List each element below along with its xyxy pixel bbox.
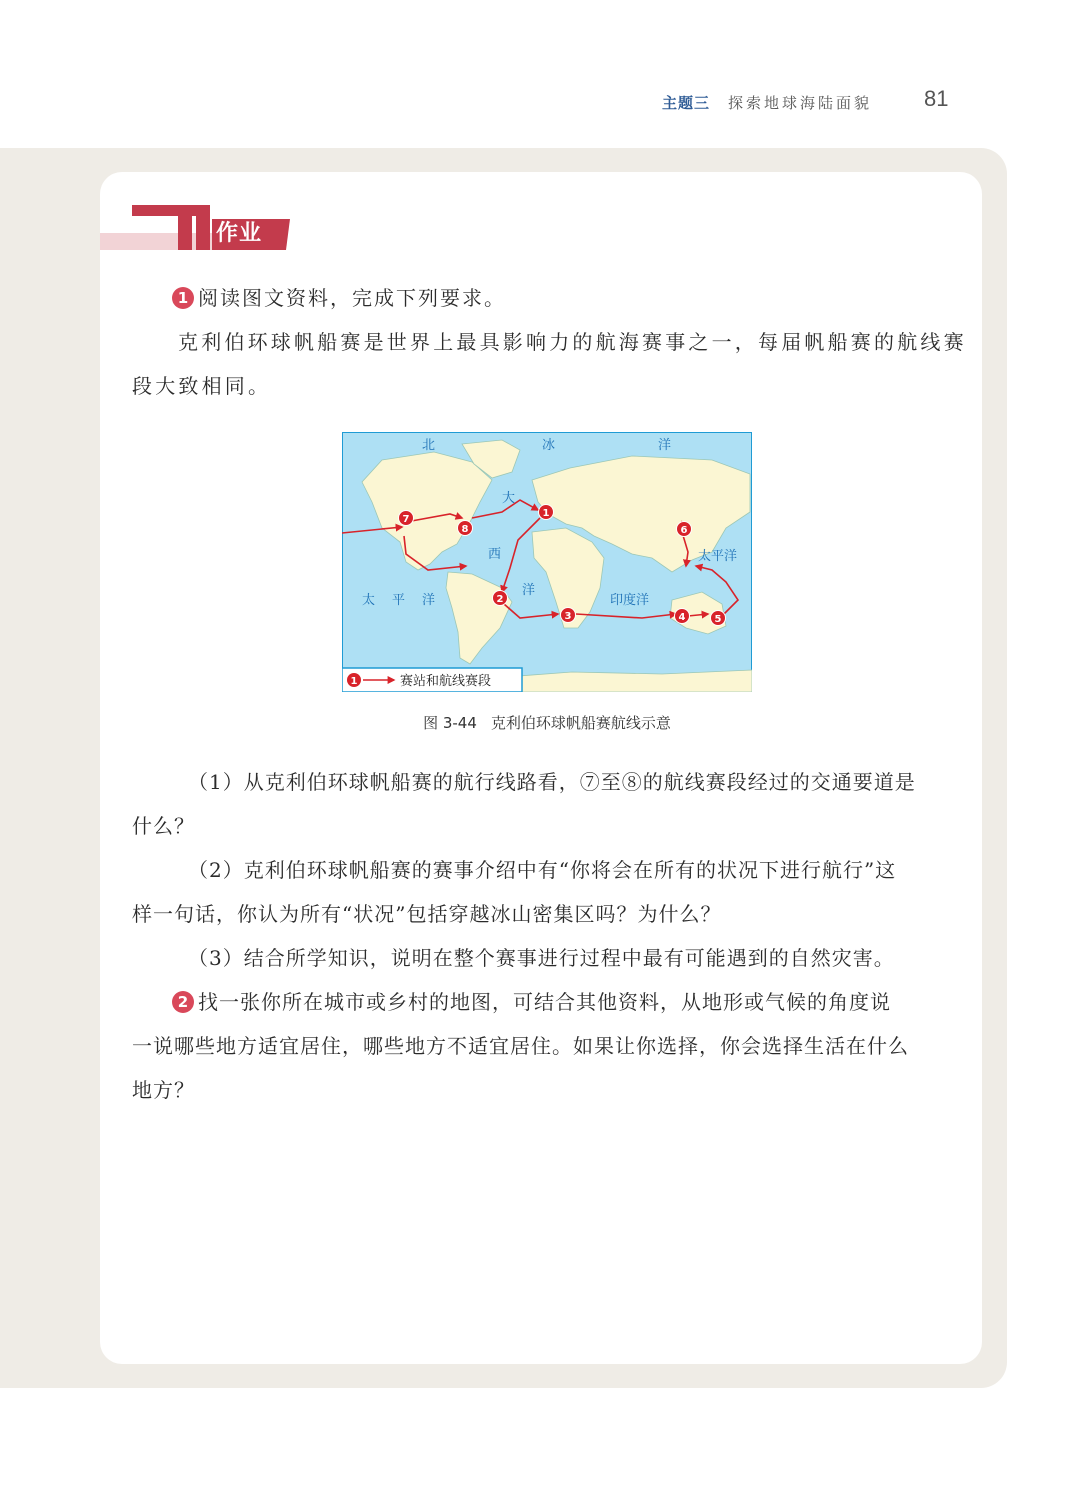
sub-q1-line1: （1）从克利伯环球帆船赛的航行线路看，⑦至⑧的航线赛段经过的交通要道是 xyxy=(188,770,916,794)
station-7 xyxy=(399,511,414,526)
q2-line1 xyxy=(172,980,891,1024)
page-number: 81 xyxy=(924,86,949,111)
legend-label: 赛站和航线赛段 xyxy=(400,674,492,689)
station-4-label: 4 xyxy=(678,612,686,623)
station-7-label: 7 xyxy=(402,514,410,525)
station-3-label: 3 xyxy=(564,611,572,622)
label-arctic-3: 洋 xyxy=(658,438,672,453)
q2-line2: 一说哪些地方适宜居住，哪些地方不适宜居住。如果让你选择，你会选择生活在什么 xyxy=(132,1034,909,1058)
q1-number-badge: 1 xyxy=(172,287,194,309)
q1-intro-line2: 段大致相同。 xyxy=(132,374,272,398)
sub-q2-line1: （2）克利伯环球帆船赛的赛事介绍中有“你将会在所有的状况下进行航行”这 xyxy=(188,858,897,882)
q2-line3: 地方？ xyxy=(132,1078,195,1102)
homework-label: 作业 xyxy=(216,221,263,246)
legend-marker: 1 xyxy=(350,676,358,687)
station-4 xyxy=(675,609,690,624)
q2-text-line1: 找一张你所在城市或乡村的地图，可结合其他资料，从地形或气候的角度说 xyxy=(198,990,891,1014)
station-5-label: 5 xyxy=(714,614,722,625)
label-atlantic-2: 西 xyxy=(488,547,502,562)
header-topic: 主题三 xyxy=(662,94,711,112)
station-6 xyxy=(677,522,692,537)
route-map xyxy=(342,432,752,692)
station-5 xyxy=(711,611,726,626)
figure-caption xyxy=(340,712,754,733)
label-pacific-east-1: 太 xyxy=(362,593,376,608)
label-pacific-east-2: 平 xyxy=(392,593,406,608)
running-header xyxy=(660,86,960,116)
q1-intro-line1: 克利伯环球帆船赛是世界上最具影响力的航海赛事之一，每届帆船赛的航线赛 xyxy=(178,330,967,354)
station-8 xyxy=(458,521,473,536)
map-legend xyxy=(342,668,522,692)
figure-number: 图 3-44 xyxy=(423,714,477,732)
label-arctic-2: 冰 xyxy=(542,438,556,453)
station-6-label: 6 xyxy=(680,525,688,536)
sub-q2-line2: 样一句话，你认为所有“状况”包括穿越冰山密集区吗？为什么？ xyxy=(132,902,722,926)
label-indian: 印度洋 xyxy=(610,593,650,608)
station-1 xyxy=(539,505,554,520)
header-title: 探索地球海陆面貌 xyxy=(728,94,873,112)
q2-number-badge: 2 xyxy=(172,991,194,1013)
label-atlantic-1: 大 xyxy=(502,491,516,506)
station-2-label: 2 xyxy=(496,594,504,605)
sub-q1-line2: 什么？ xyxy=(132,814,195,838)
station-8-label: 8 xyxy=(461,524,469,535)
label-arctic-1: 北 xyxy=(422,438,436,453)
label-pacific-east-3: 洋 xyxy=(422,593,436,608)
q1-prompt-line xyxy=(172,276,506,320)
q1-prompt: 阅读图文资料，完成下列要求。 xyxy=(198,286,506,310)
figure-title: 克利伯环球帆船赛航线示意 xyxy=(490,714,671,732)
station-2 xyxy=(493,591,508,606)
station-3 xyxy=(561,608,576,623)
station-1-label: 1 xyxy=(542,508,550,519)
label-pacific-west: 太平洋 xyxy=(698,549,738,564)
sub-q3-line1: （3）结合所学知识，说明在整个赛事进行过程中最有可能遇到的自然灾害。 xyxy=(188,946,895,970)
label-atlantic-3: 洋 xyxy=(522,583,536,598)
